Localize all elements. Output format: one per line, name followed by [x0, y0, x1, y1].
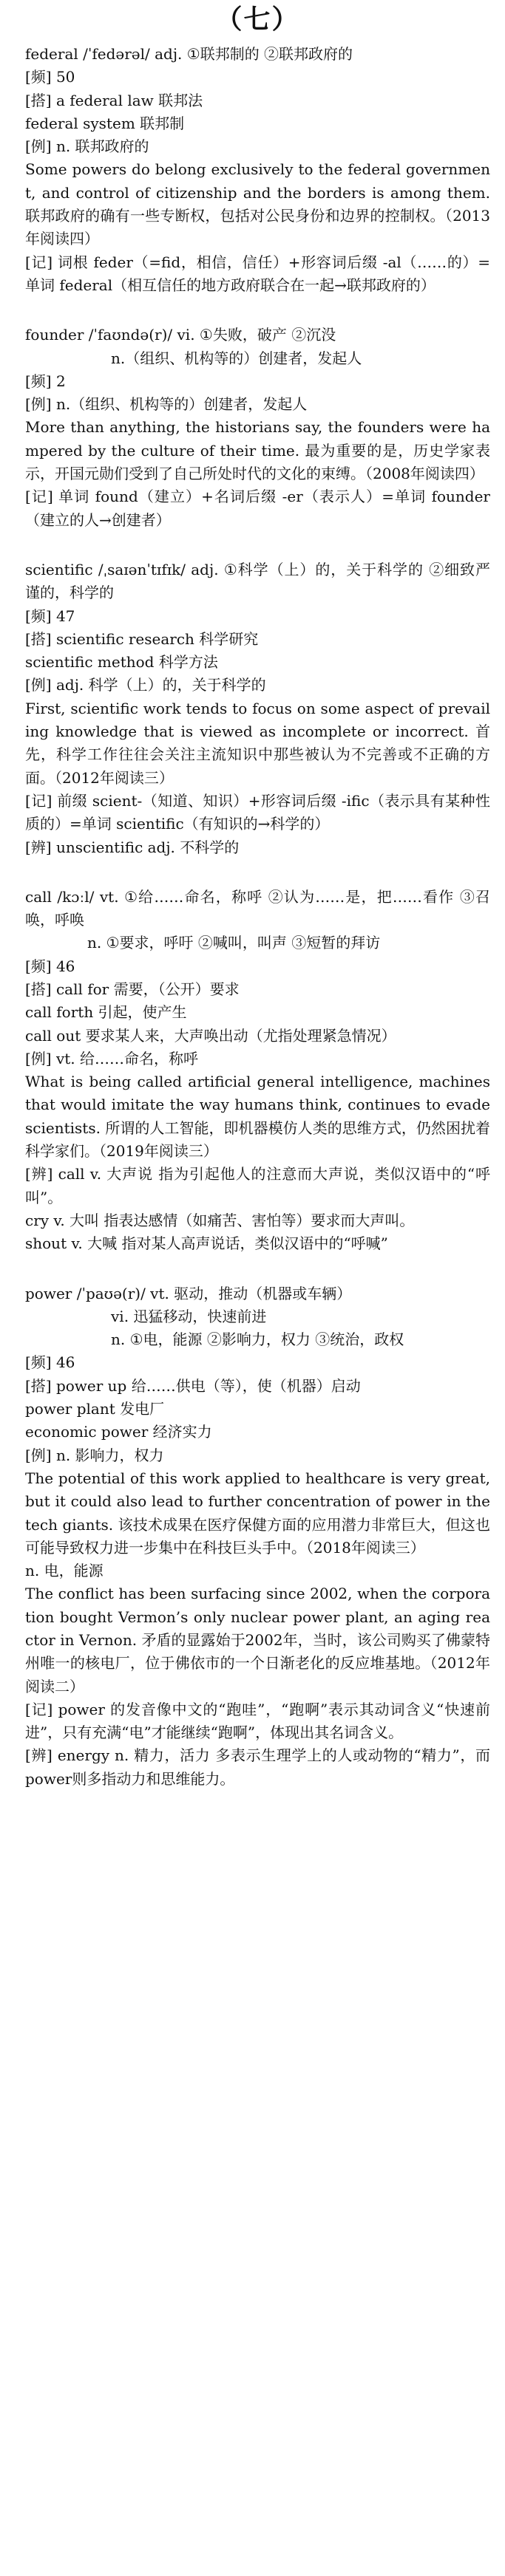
- entry-scientific: [25, 558, 490, 859]
- collocation-line: scientific method 科学方法: [25, 653, 218, 672]
- collocation-line: [搭] scientific research 科学研究: [25, 629, 259, 648]
- frequency-line: [频] 47: [25, 607, 75, 625]
- entry-sense-line: n. ①要求，呼吁 ②喊叫，叫声 ③短暂的拜访: [87, 934, 381, 952]
- distinction-note: [辨] energy n. 精力，活力 多表示生理学上的人或动物的“精力”，而 power则多指动力和思维能力。: [25, 1746, 490, 1788]
- collocation-line: federal system 联邦制: [25, 114, 185, 132]
- collocation-line: power plant 发电厂: [25, 1400, 165, 1418]
- frequency-line: [频] 2: [25, 372, 66, 390]
- entry-gap: [25, 1256, 490, 1282]
- entry-headline: power /ˈpaʊə(r)/ vt. 驱动，推动（机器或车辆）: [25, 1284, 352, 1302]
- memory-note: [记] 单词 found（建立）+名词后缀 -er（表示人）=单词 founder（建立的人→创建者）: [25, 488, 490, 529]
- entry-sense-line: n.（组织、机构等的）创建者，发起人: [111, 349, 362, 367]
- example-label: [例] n. 影响力，权力: [25, 1446, 164, 1464]
- example-label: n. 电，能源: [25, 1562, 104, 1580]
- entry-headline: call /kɔːl/ vt. ①给……命名，称呼 ②认为……是，把……看作 ③召唤，呼唤: [25, 887, 490, 929]
- entry-headline: federal /ˈfedərəl/ adj. ①联邦制的 ②联邦政府的: [25, 45, 353, 63]
- entry-power: [25, 1282, 490, 1791]
- collocation-line: [搭] call for 需要，（公开）要求: [25, 980, 240, 998]
- frequency-line: [频] 50: [25, 68, 75, 86]
- distinction-note: [辨] unscientific adj. 不科学的: [25, 838, 240, 856]
- distinction-note: shout v. 大喊 指对某人高声说话，类似汉语中的“呼喊”: [25, 1234, 388, 1253]
- example-text: First, scientific work tends to focus on some aspect of prevailing knowledge that is viewed as incomplete or incorrect. 首先，科学工作往往会关注主流知识中那些被认为不完善或不正确的方面。（2012年阅读三）: [25, 699, 490, 787]
- entry-gap: [25, 532, 490, 558]
- entry-sense-line: n. ①电，能源 ②影响力，权力 ③统治，政权: [111, 1330, 404, 1349]
- example-label: [例] vt. 给……命名，称呼: [25, 1049, 199, 1067]
- collocation-line: call out 要求某人来，大声唤出动（尤指处理紧急情况）: [25, 1026, 396, 1045]
- entry-sense-line: vi. 迅猛移动，快速前进: [111, 1307, 267, 1325]
- entry-headline: scientific /ˌsaɪənˈtɪfɪk/ adj. ①科学（上）的，关于科学的 ②细致严谨的，科学的: [25, 560, 490, 602]
- entry-gap: [25, 859, 490, 886]
- entry-headline: founder /ˈfaʊndə(r)/ vi. ①失败，破产 ②沉没: [25, 326, 336, 344]
- example-label: [例] n.（组织、机构等的）创建者，发起人: [25, 395, 308, 414]
- example-text: Some powers do belong exclusively to the federal government, and control of citizenship and the borders is among them. 联邦政府的确有一些专断权，包括对公民身份和边界的控制权。（2013年阅读四）: [25, 160, 490, 248]
- frequency-line: [频] 46: [25, 1353, 75, 1372]
- memory-note: [记] power 的发音像中文的“跑哇”，“跑啊”表示其动词含义“快速前进”，只有充满“电”才能继续“跑啊”，体现出其名词含义。: [25, 1700, 490, 1742]
- example-text: The potential of this work applied to healthcare is very great, but it could also lead to further concentration of power in the tech giants. 该技术成果在医疗保健方面的应用潜力非常巨大，但这也可能导致权力进一步集中在科技巨头手中。（2018年阅读三）: [25, 1469, 490, 1557]
- section-title: （七）: [215, 4, 300, 35]
- entry-founder: [25, 324, 490, 532]
- collocation-line: [搭] a federal law 联邦法: [25, 91, 203, 109]
- entry-federal: [25, 43, 490, 297]
- memory-note: [记] 前缀 scient-（知道、知识）+形容词后缀 -ific（表示具有某种性质的）=单词 scientific（有知识的→科学的）: [25, 791, 490, 833]
- collocation-line: [搭] power up 给……供电（等），使（机器）启动: [25, 1376, 361, 1395]
- distinction-note: cry v. 大叫 指表达感情（如痛苦、害怕等）要求而大声叫。: [25, 1211, 415, 1229]
- distinction-note: [辨] call v. 大声说 指为引起他人的注意而大声说，类似汉语中的“呼叫”。: [25, 1165, 490, 1206]
- example-text: What is being called artificial general intelligence, machines that would imitate the way humans think, continues to evade scientists. 所谓的人工智能，即机器模仿人类的思维方式，仍然困扰着科学家们。（2019年阅读三）: [25, 1073, 490, 1161]
- example-label: [例] adj. 科学（上）的，关于科学的: [25, 676, 266, 694]
- memory-note: [记] 词根 feder（=fid，相信，信任）+形容词后缀 -al（……的）=单词 federal（相互信任的地方政府联合在一起→联邦政府的）: [25, 253, 490, 294]
- example-label: [例] n. 联邦政府的: [25, 137, 149, 156]
- entry-call: [25, 886, 490, 1256]
- frequency-line: [频] 46: [25, 957, 75, 975]
- collocation-line: economic power 经济实力: [25, 1423, 212, 1441]
- example-text: The conflict has been surfacing since 2002, when the corporation bought Vermon’s only nuclear power plant, an aging reactor in Vernon. 矛盾的显露始于2002年，当时，该公司购买了佛蒙特州唯一的核电厂，位于佛依市的一个日渐老化的反应堆基地。（2012年阅读二）: [25, 1585, 490, 1695]
- example-text: More than anything, the historians say, the founders were hampered by the culture of their time. 最为重要的是，历史学家表示，开国元勋们受到了自己所处时代的文化的束缚。（2008年阅读四）: [25, 418, 490, 483]
- collocation-line: call forth 引起，使产生: [25, 1003, 187, 1022]
- entry-gap: [25, 297, 490, 324]
